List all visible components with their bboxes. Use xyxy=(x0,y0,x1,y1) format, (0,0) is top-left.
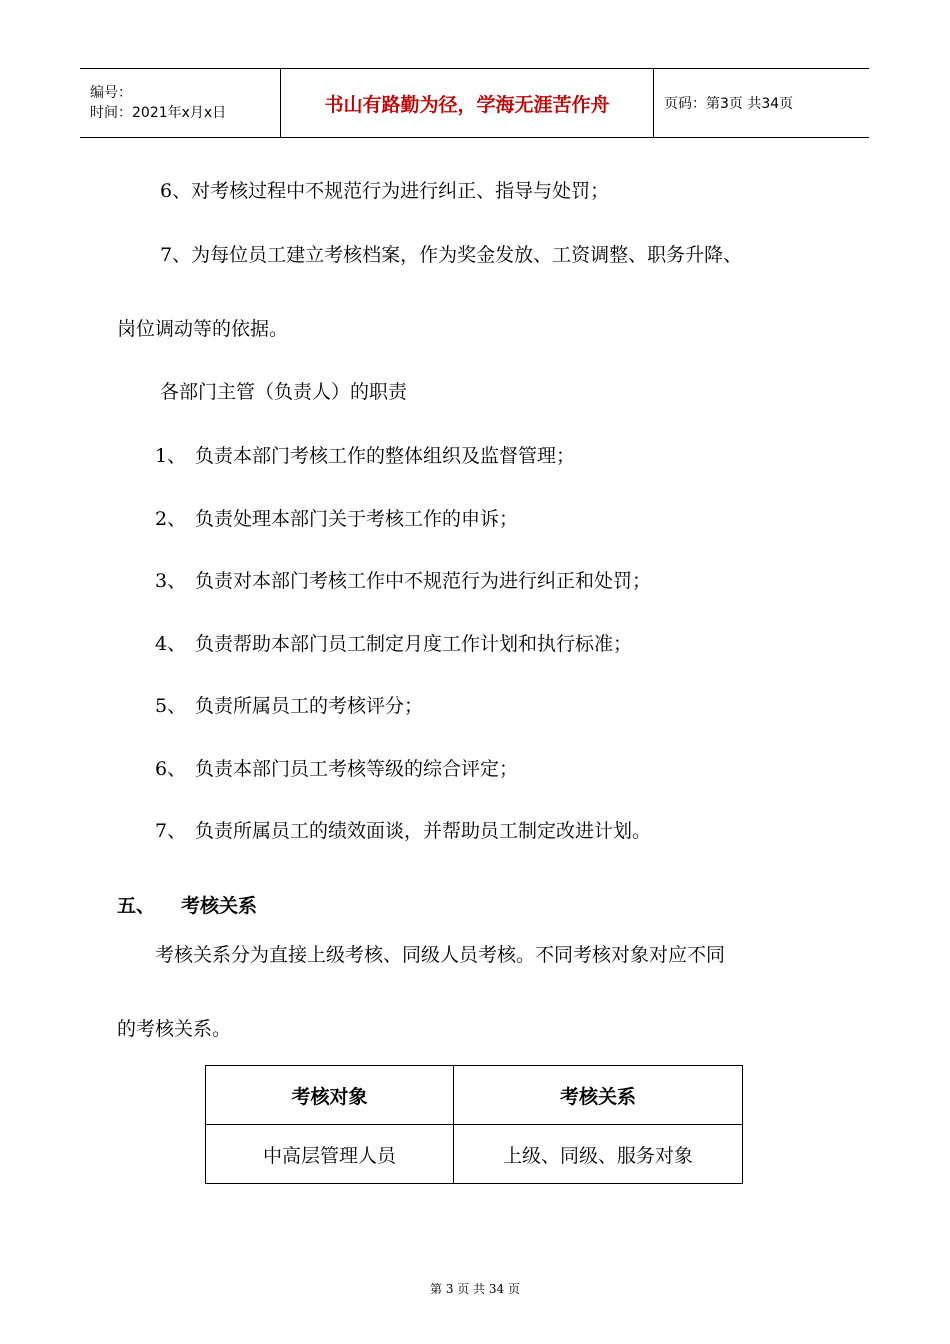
table-header-cell: 考核关系 xyxy=(454,1066,743,1125)
dept-item-text: 负责处理本部门关于考核工作的申诉； xyxy=(195,508,519,530)
dept-item-text: 负责对本部门考核工作中不规范行为进行纠正和处罚； xyxy=(195,570,652,592)
dept-item-text: 负责所属员工的考核评分； xyxy=(195,695,424,717)
table-cell: 中高层管理人员 xyxy=(206,1125,454,1184)
dept-item xyxy=(155,818,651,844)
item-7-line1: 7、为每位员工建立考核档案，作为奖金发放、工资调整、职务升降、 xyxy=(160,244,743,266)
dept-item-num: 3、 xyxy=(155,570,187,592)
dept-item-text: 负责所属员工的绩效面谈，并帮助员工制定改进计划。 xyxy=(195,820,652,842)
dept-item xyxy=(155,693,423,719)
section-5-title: 考核关系 xyxy=(181,895,258,917)
dept-item-text: 负责本部门员工考核等级的综合评定； xyxy=(195,758,519,780)
section-5-para-line2: 的考核关系。 xyxy=(117,1018,232,1040)
section-5-heading xyxy=(117,893,257,919)
dept-item-num: 5、 xyxy=(155,695,187,717)
header-page-info-text: 页码：第3页 共34页 xyxy=(664,96,794,112)
dept-item xyxy=(155,756,518,782)
dept-item xyxy=(155,631,632,657)
table-header-cell: 考核对象 xyxy=(206,1066,454,1125)
dept-item-num: 7、 xyxy=(155,820,187,842)
dept-item-num: 6、 xyxy=(155,758,187,780)
section-5-num: 五、 xyxy=(117,895,156,917)
header-motto-text: 书山有路勤为径，学海无涯苦作舟 xyxy=(324,93,610,116)
item-6: 6、对考核过程中不规范行为进行纠正、指导与处罚； xyxy=(160,180,610,202)
section-5-para-line1: 考核关系分为直接上级考核、同级人员考核。不同考核对象对应不同 xyxy=(155,944,726,966)
table-cell: 上级、同级、服务对象 xyxy=(454,1125,743,1184)
header-time: 时间：2021年x月x日 xyxy=(90,105,227,121)
dept-item-num: 1、 xyxy=(155,445,187,467)
header-meta xyxy=(80,69,281,137)
header-number: 编号： xyxy=(90,85,132,101)
dept-item-num: 4、 xyxy=(155,633,187,655)
dept-item-text: 负责帮助本部门员工制定月度工作计划和执行标准； xyxy=(195,633,633,655)
dept-item xyxy=(155,568,651,594)
header-page-info xyxy=(654,69,869,137)
dept-duties-title: 各部门主管（负责人）的职责 xyxy=(160,381,408,403)
page-header xyxy=(80,68,869,138)
table-header-row xyxy=(206,1066,743,1125)
table-row xyxy=(206,1125,743,1184)
dept-item-num: 2、 xyxy=(155,508,187,530)
dept-item xyxy=(155,506,518,532)
relation-table xyxy=(205,1065,743,1184)
dept-item xyxy=(155,443,575,469)
dept-item-text: 负责本部门考核工作的整体组织及监督管理； xyxy=(195,445,576,467)
item-7-line2: 岗位调动等的依据。 xyxy=(117,318,289,340)
page-footer: 第 3 页 共 34 页 xyxy=(430,1282,520,1296)
header-motto xyxy=(281,69,654,137)
